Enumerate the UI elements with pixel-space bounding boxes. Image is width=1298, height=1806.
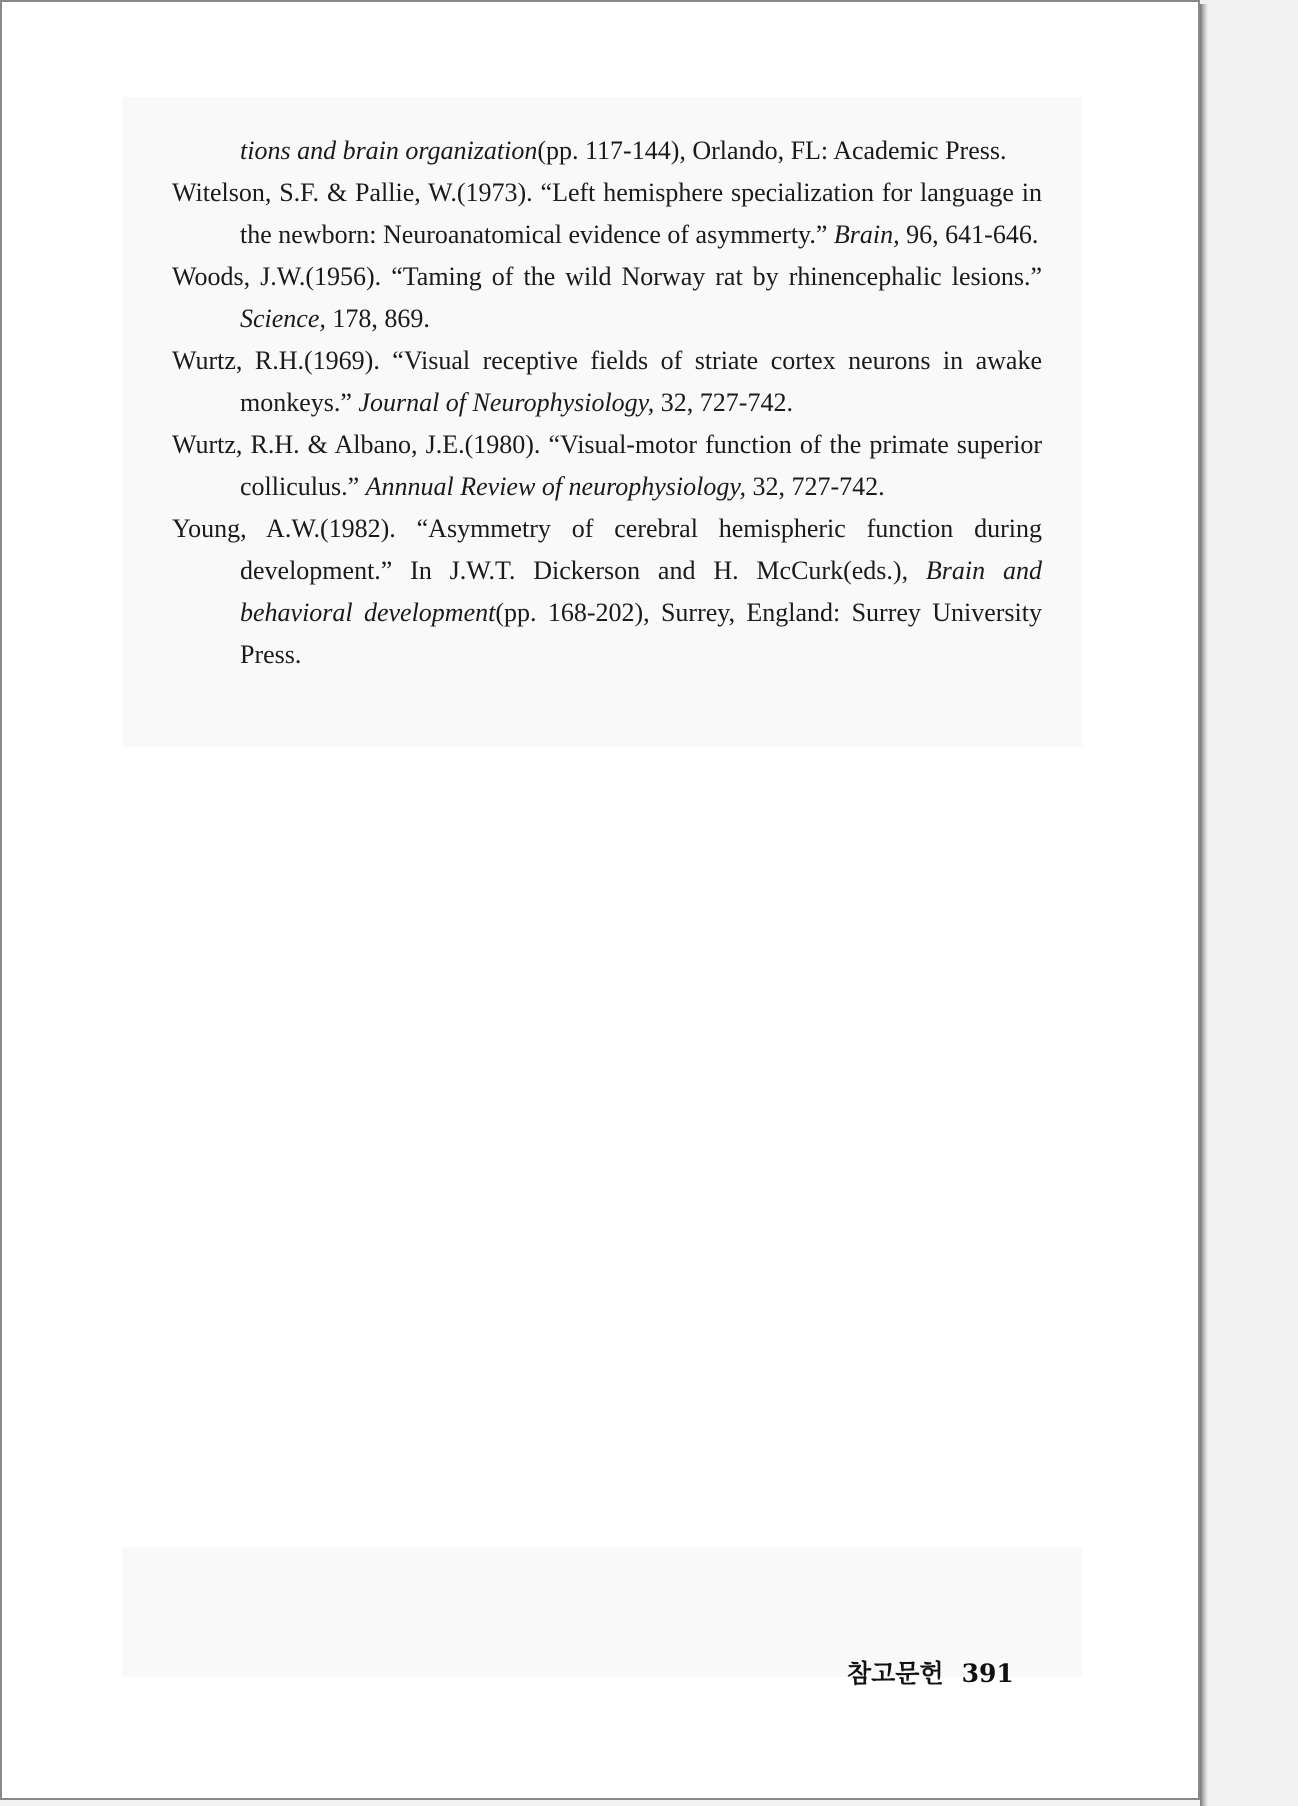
- running-section-title: 참고문헌: [847, 1659, 944, 1688]
- reference-text: (pp. 117-144), Orlando, FL: Academic Press.: [537, 136, 1007, 165]
- reference-source-title: Brain and behavioral development: [240, 556, 1042, 627]
- page-number: 391: [961, 1659, 1014, 1688]
- reference-entry: [172, 424, 1042, 508]
- page-footer: [847, 1654, 1014, 1690]
- reference-entry: [172, 256, 1042, 340]
- reference-text: 32, 727-742.: [654, 388, 793, 417]
- reference-entry: [172, 340, 1042, 424]
- reference-text: 32, 727-742.: [745, 472, 885, 501]
- reference-text: Woods, J.W.(1956). “Taming of the wild Norway rat by rhinencephalic lesions.”: [172, 262, 1042, 291]
- page-edge-shadow: [1200, 4, 1208, 1806]
- reference-source-title: Science,: [240, 304, 326, 333]
- reference-text: 178, 869.: [325, 304, 430, 333]
- reference-text: Wurtz, R.H.(1969). “Visual receptive fields of striate cortex neurons in awake monkeys.”: [172, 346, 1042, 417]
- reference-source-title: tions and brain organization: [240, 136, 538, 165]
- reference-text: Wurtz, R.H. & Albano, J.E.(1980). “Visual-motor function of the primate superior colliculus.”: [172, 430, 1042, 501]
- reference-list: [172, 130, 1042, 676]
- reference-entry: [172, 172, 1042, 256]
- reference-source-title: Brain,: [833, 220, 900, 249]
- reference-text: Young, A.W.(1982). “Asymmetry of cerebral hemispheric function during development.” In J.W.T. Dickerson and H. McCurk(eds.),: [172, 514, 1042, 585]
- reference-text: Witelson, S.F. & Pallie, W.(1973). “Left hemisphere specialization for language in the newborn: Neuroanatomical evidence of asymmerty.”: [172, 178, 1042, 249]
- reference-entry: [172, 508, 1042, 676]
- reference-text: 96, 641-646.: [899, 220, 1039, 249]
- reference-source-title: Journal of Neurophysiology,: [358, 388, 655, 417]
- reference-text: (pp. 168-202), Surrey, England: Surrey University Press.: [240, 598, 1042, 669]
- reference-source-title: Annnual Review of neurophysiology,: [365, 472, 746, 501]
- reference-continuation: [172, 130, 1042, 172]
